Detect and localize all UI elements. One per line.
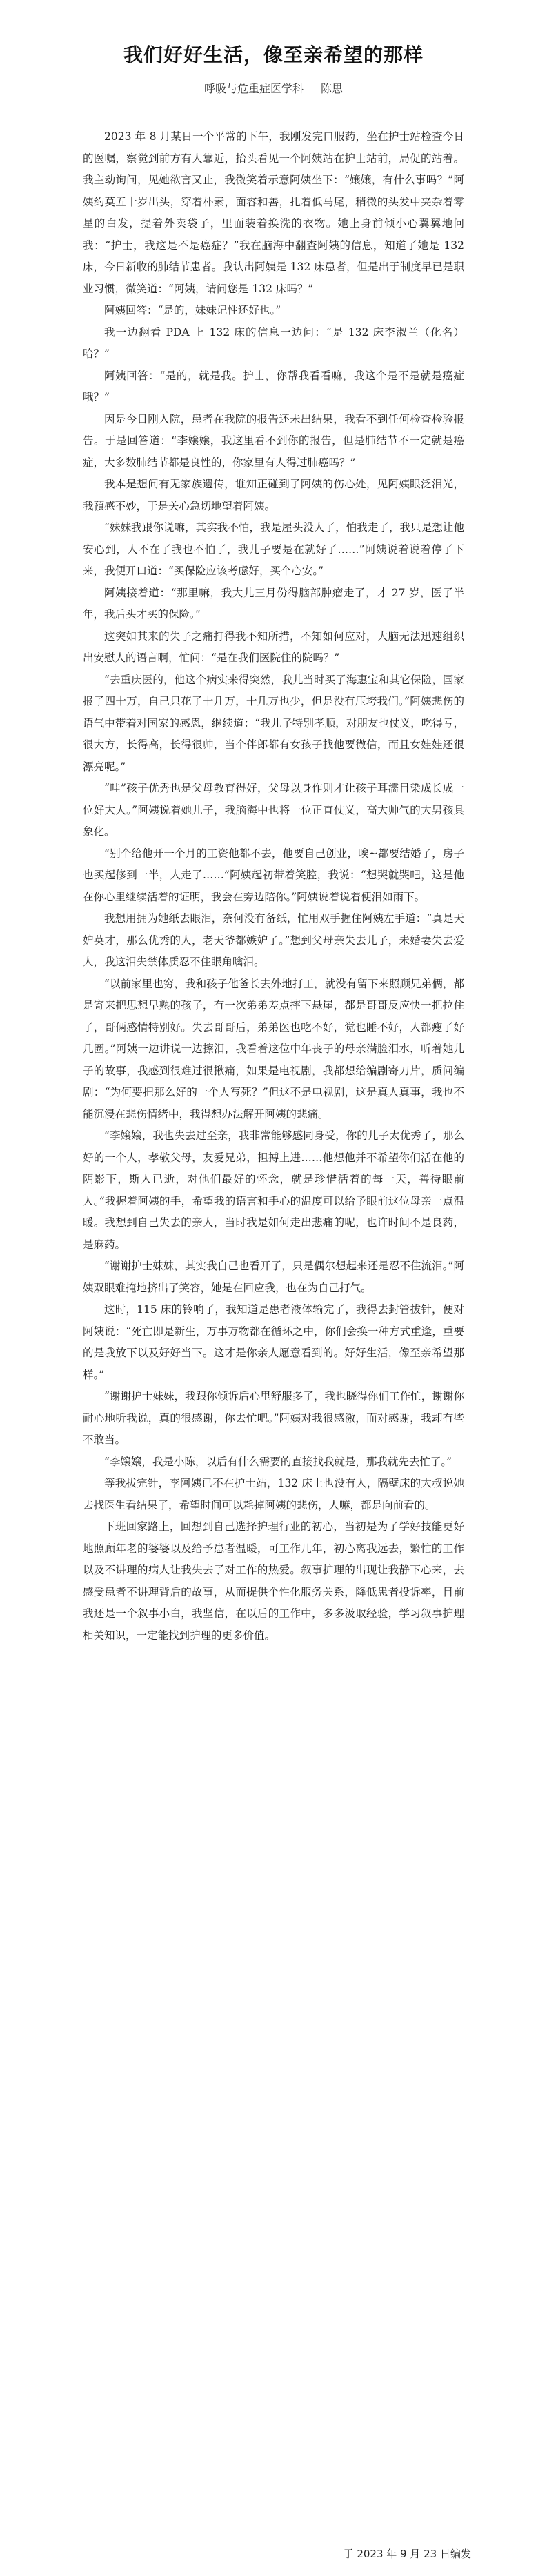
byline xyxy=(83,80,464,96)
paragraph: “谢谢护士妹妹，其实我自己也看开了，只是偶尔想起来还是忍不住流泪。”阿姨双眼难掩地挤出了笑容，她是在回应我，也在为自己打气。 xyxy=(83,1260,464,1294)
paragraph: 这时，115 床的铃响了，我知道是患者液体输完了，我得去封管拔针，便对阿姨说：“死亡即是新生，万事万物都在循环之中，你们会换一种方式重逢，重要的是我放下以及好好当下。这才是你亲人愿意看到的。好好生活，像至亲希望那样。” xyxy=(83,1303,464,1381)
paragraph: 阿姨回答：“是的，就是我。护士，你帮我看看嘛，我这个是不是就是癌症哦？” xyxy=(83,369,464,403)
paragraph: “李嬢嬢，我是小陈，以后有什么需要的直接找我就是，那我就先去忙了。” xyxy=(104,1455,452,1468)
paragraph: 阿姨回答：“是的，妹妹记性还好也。” xyxy=(104,304,281,316)
paragraph: 这突如其来的失子之痛打得我不知所措，不知如何应对，大脑无法迅速组织出安慰人的语言啊，忙问：“是在我们医院住的院吗？” xyxy=(83,630,464,664)
paragraph: “妹妹我跟你说嘛，其实我不怕，我是屋头没人了，怕我走了，我只是想让他安心到，人不在了我也不怕了，我儿子要是在就好了……”阿姨说着说着停了下来，我便开口道：“买保险应该考虑好，买个心安。” xyxy=(83,521,464,577)
paragraph: 下班回家路上，回想到自己选择护理行业的初心，当初是为了学好技能更好地照顾年老的婆婆以及给予患者温暖，可工作几年，初心离我远去，繁忙的工作以及不讲理的病人让我失去了对工作的热爱。叙事护理的出现让我静下心来，去感受患者不讲理背后的故事，从而提供个性化服务关系，降低患者投诉率，目前我还是一个叙事小白，我坚信，在以后的工作中，多多汲取经验，学习叙事护理相关知识，一定能找到护理的更多价值。 xyxy=(83,1520,464,1642)
paragraph: “别个给他开一个月的工资他都不去，他要自己创业，唉~都要结婚了，房子也买起修到一半，人走了……”阿姨起初带着笑腔，我说：“想哭就哭吧，这是他在你心里继续活着的证明，我会在旁边陪你。”阿姨说着说着便泪如雨下。 xyxy=(83,847,464,903)
paragraph: 等我拔完针，李阿姨已不在护士站，132 床上也没有人，隔壁床的大叔说她去找医生看结果了，希望时间可以耗掉阿姨的悲伤，人嘛，都是向前看的。 xyxy=(83,1477,464,1511)
paragraph: “李嬢嬢，我也失去过至亲，我非常能够感同身受，你的儿子太优秀了，那么好的一个人，孝敬父母，友爱兄弟，担搏上进……他想他并不希望你们活在他的阴影下，斯人已逝，对他们最好的怀念，就是珍惜活着的每一天，善待眼前人。”我握着阿姨的手，希望我的语言和手心的温度可以给予眼前这位母亲一点温暖。我想到自己失去的亲人，当时我是如何走出悲痛的呢，也许时间不是良药，是麻药。 xyxy=(83,1129,464,1251)
paragraph: 阿姨接着道：“那里嘛，我大儿三月份得脑部肿瘤走了，才 27 岁，医了半年，我后头才买的保险。” xyxy=(83,586,464,621)
article-body xyxy=(83,126,464,1647)
paragraph: “哇”孩子优秀也是父母教育得好，父母以身作则才让孩子耳濡目染成长成一位好大人。”阿姨说着她儿子，我脑海中也将一位正直仗义，高大帅气的大男孩具象化。 xyxy=(83,782,464,838)
paragraph: 因是今日刚入院，患者在我院的报告还未出结果，我看不到任何检查检验报告。于是回答道：“李嬢嬢，我这里看不到你的报告，但是肺结节不一定就是癌症，大多数肺结节都是良性的，你家里有人得过肺癌吗？” xyxy=(83,412,464,469)
byline-author: 陈思 xyxy=(321,82,344,95)
paragraph: “去重庆医的，他这个病实来得突然，我儿当时买了海惠宝和其它保险，国家报了四十万，自己只花了十几万，十几万也少，但是没有压垮我们。”阿姨悲伤的语气中带着对国家的感恩，继续道：“我儿子特别孝顺，对朋友也仗义，吃得亏，很大方，长得高，长得很帅，当个伴郎都有女孩子找他要微信，而且女娃娃还很漂亮呢。” xyxy=(83,673,464,773)
paragraph: 2023 年 8 月某日一个平常的下午，我刚发完口服药，坐在护士站检查今日的医嘱，察觉到前方有人靠近，抬头看见一个阿姨站在护士站前，局促的站着。我主动询问，见她欲言又止，我微笑着示意阿姨坐下：“嬢嬢，有什么事吗？”阿姨约莫五十岁出头，穿着朴素，面容和善，扎着低马尾，稍微的头发中夹杂着零星的白发，提着外卖袋子，里面装着换洗的衣物。她上身前倾小心翼翼地问我：“护士，我这是不是癌症？”我在脑海中翻查阿姨的信息，知道了她是 132 床，今日新收的肺结节患者。我认出阿姨是 132 床患者，但是出于制度早已是职业习惯，微笑道：“阿姨，请问您是 132 床吗？” xyxy=(83,130,464,295)
paragraph: “以前家里也穷，我和孩子他爸长去外地打工，就没有留下来照顾兄弟俩，都是寄来把思想早熟的孩子，有一次弟弟差点摔下悬崖，都是哥哥反应快一把拉住了，哥俩感情特别好。失去哥哥后，弟弟医也吃不好，觉也睡不好，人都瘦了好几圈。”阿姨一边讲说一边擦泪，我看着这位中年丧子的母亲满脸泪水，听着她儿子的故事，我感到很难过很揪痛，如果是电视剧，我都想给编剧寄刀片，质问编剧：“为何要把那么好的一个人写死？”但这不是电视剧，这是真人真事，我也不能沉浸在悲伤情绪中，我得想办法解开阿姨的悲痛。 xyxy=(83,977,464,1120)
paragraph: “谢谢护士妹妹，我跟你倾诉后心里舒服多了，我也晓得你们工作忙，谢谢你耐心地听我说，真的很感谢，你去忙吧。”阿姨对我很感激，面对感谢，我却有些不敢当。 xyxy=(83,1390,464,1446)
paragraph: 我想用拥为她纸去眼泪，奈何没有备纸，忙用双手握住阿姨左手道：“真是天妒英才，那么优秀的人，老天爷都嫉妒了。”想到父母亲失去儿子，未婚妻失去爱人，我这泪失禁体质忍不住眼角噙泪。 xyxy=(83,912,464,968)
article-title: 我们好好生活，像至亲希望的那样 xyxy=(123,43,424,66)
paragraph: 我一边翻看 PDA 上 132 床的信息一边问：“是 132 床李淑兰（化名）哈？” xyxy=(83,325,464,360)
byline-department: 呼吸与危重症医学科 xyxy=(203,82,304,95)
publish-date: 于 2023 年 9 月 23 日编发 xyxy=(343,2548,471,2560)
paragraph: 我本是想问有无家族遗传，谁知正碰到了阿姨的伤心处，见阿姨眼泛泪光，我預感不妙，于是关心急切地望着阿姨。 xyxy=(83,478,464,512)
